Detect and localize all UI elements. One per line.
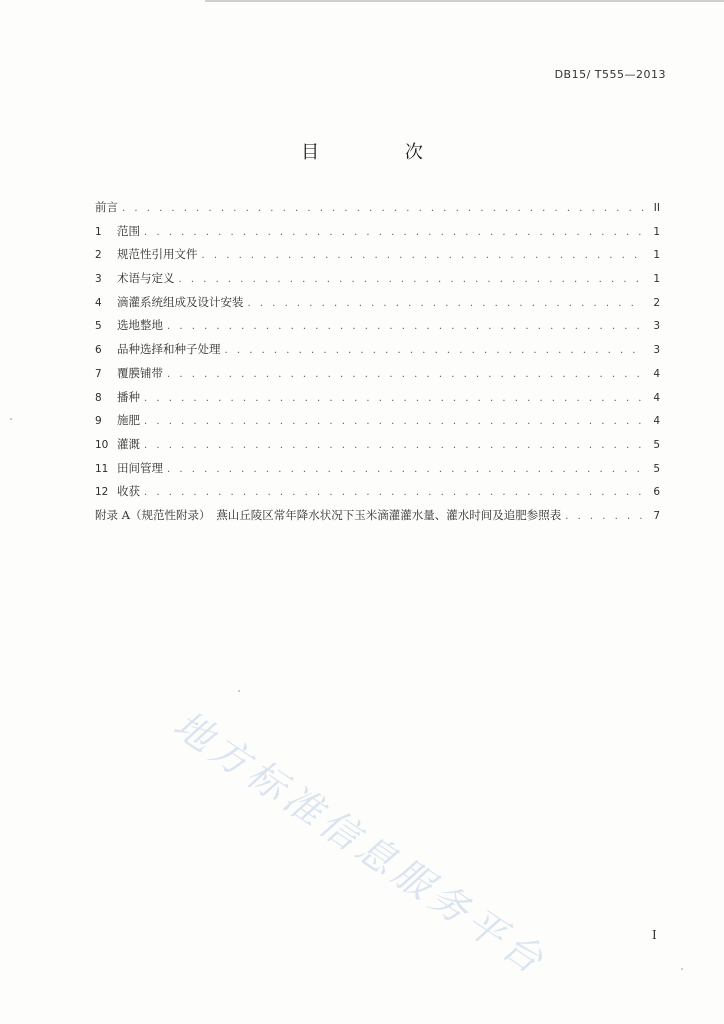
toc-entry-label: 灌溉 — [117, 436, 140, 451]
toc-leader-dots — [144, 227, 644, 238]
toc-entry-label: 术语与定义 — [117, 271, 175, 286]
document-code: DB15/ T555—2013 — [554, 68, 666, 81]
page-title: 目 次 — [301, 142, 463, 163]
toc-entry-label: 施肥 — [117, 413, 140, 428]
toc-entry-number: 3 — [95, 273, 102, 286]
toc-entry-page: 7 — [653, 509, 660, 522]
toc-entry-label: 滴灌系统组成及设计安装 — [117, 294, 244, 309]
watermark: 地方标准信息服务平台 — [165, 702, 556, 985]
toc-entry-label: 品种选择和种子处理 — [117, 342, 221, 357]
toc-entry[interactable] — [95, 270, 660, 294]
toc-leader-dots — [144, 487, 644, 498]
toc-entry[interactable] — [95, 294, 660, 318]
toc-entry-page: 5 — [653, 438, 660, 451]
toc-leader-dots — [144, 440, 644, 451]
toc-entry-label: 覆膜铺带 — [117, 365, 163, 380]
toc-entry-number: 1 — [95, 225, 102, 238]
toc-entry[interactable] — [95, 223, 660, 247]
toc-leader-dots — [167, 464, 644, 475]
toc-leader-dots — [179, 274, 645, 285]
toc-entry-number: 11 — [95, 462, 109, 475]
scan-speck — [681, 968, 683, 970]
toc-entry[interactable] — [95, 365, 660, 389]
toc-entry-number: 2 — [95, 249, 102, 262]
toc-entry-page: 3 — [653, 320, 660, 333]
toc-entry-label: 附录 A（规范性附录） 燕山丘陵区常年降水状况下玉米滴灌灌水量、灌水时间及追肥参照表 — [95, 507, 562, 522]
toc-entry-label: 收获 — [117, 484, 140, 499]
toc-entry-number: 12 — [95, 486, 109, 499]
toc-entry[interactable] — [95, 246, 660, 270]
toc-entry-number: 4 — [95, 296, 102, 309]
scan-speck — [10, 418, 12, 420]
toc-entry-label: 播种 — [117, 389, 140, 404]
toc-entry-number: 6 — [95, 344, 102, 357]
toc-entry-page: 4 — [653, 391, 660, 404]
toc-entry-label: 选地整地 — [117, 318, 163, 333]
toc-entry[interactable] — [95, 412, 660, 436]
toc-entry-page: 4 — [653, 367, 660, 380]
table-of-contents — [95, 199, 660, 531]
toc-entry-page: II — [653, 202, 660, 214]
toc-leader-dots — [144, 393, 644, 404]
toc-entry-label: 规范性引用文件 — [117, 247, 198, 262]
toc-leader-dots — [167, 369, 644, 380]
toc-entry-page: 6 — [653, 486, 660, 499]
toc-entry-number: 8 — [95, 391, 102, 404]
toc-leader-dots — [122, 203, 644, 214]
scan-speck — [238, 690, 240, 692]
toc-entry[interactable] — [95, 317, 660, 341]
toc-entry[interactable] — [95, 436, 660, 460]
toc-entry-page: 3 — [653, 344, 660, 357]
top-rule — [205, 0, 724, 2]
toc-entry-label: 田间管理 — [117, 460, 163, 475]
toc-entry-number: 7 — [95, 367, 102, 380]
toc-entry-page: 1 — [653, 273, 660, 286]
toc-entry-number: 5 — [95, 320, 102, 333]
toc-leader-dots — [248, 298, 645, 309]
toc-leader-dots — [167, 321, 644, 332]
toc-entry-number: 10 — [95, 438, 109, 451]
toc-entry[interactable] — [95, 199, 660, 223]
toc-entry-page: 1 — [653, 225, 660, 238]
toc-entry-page: 4 — [653, 415, 660, 428]
toc-entry-page: 1 — [653, 249, 660, 262]
toc-leader-dots — [565, 511, 644, 522]
toc-leader-dots — [144, 416, 644, 427]
toc-entry-label: 范围 — [117, 223, 140, 238]
toc-entry[interactable] — [95, 389, 660, 413]
page-number: I — [652, 928, 657, 942]
toc-entry-page: 5 — [653, 462, 660, 475]
toc-entry-page: 2 — [653, 296, 660, 309]
toc-entry[interactable] — [95, 460, 660, 484]
toc-leader-dots — [225, 345, 645, 356]
toc-entry[interactable] — [95, 341, 660, 365]
toc-entry-number: 9 — [95, 415, 102, 428]
toc-entry-appendix[interactable] — [95, 507, 660, 531]
toc-entry-label: 前言 — [95, 200, 118, 214]
toc-leader-dots — [202, 250, 645, 261]
toc-entry[interactable] — [95, 483, 660, 507]
